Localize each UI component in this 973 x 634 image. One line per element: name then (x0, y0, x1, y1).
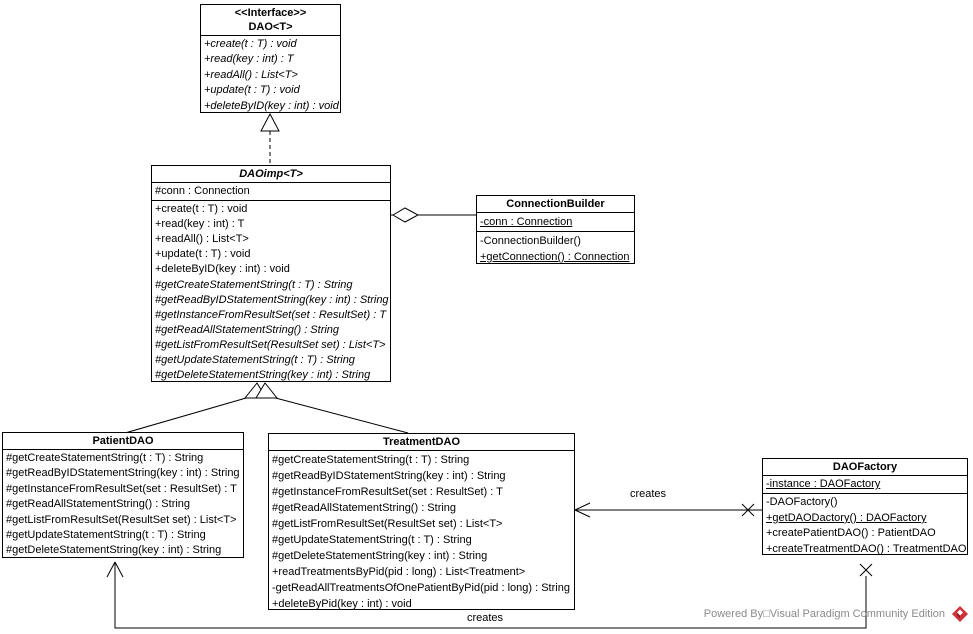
class-box-patientdao[interactable] (2, 432, 244, 558)
realization-daoimp-dao (261, 114, 279, 165)
member-row: #getReadByIDStatementString(key : int) : String (272, 470, 506, 482)
class-title (152, 166, 390, 183)
hollow-triangle-icon (256, 383, 277, 398)
member-row: #getDeleteStatementString(key : int) : String (155, 369, 371, 382)
attributes-compartment (477, 213, 634, 232)
member-row: +read(key : int) : T (155, 218, 245, 231)
class-title (763, 459, 967, 476)
member-row: #getDeleteStatementString(key : int) : String (6, 544, 222, 557)
x-end-icon (742, 504, 754, 516)
x-end-icon (742, 504, 754, 516)
attributes-compartment (152, 183, 390, 201)
class-name: DAO<T> (248, 21, 293, 33)
member-row: +deleteByID(key : int) : void (204, 99, 339, 112)
member-row: +getDAODactory() : DAOFactory (766, 511, 927, 524)
member-row: #getCreateStatementString(t : T) : String (272, 454, 470, 466)
hollow-triangle-icon (245, 383, 266, 398)
member-row: +createTreatmentDAO() : TreatmentDAO (766, 542, 967, 555)
open-arrow-icon (115, 562, 123, 577)
member-row: #getInstanceFromResultSet(set : ResultSet) : T (155, 308, 387, 321)
class-box-dao-interface[interactable] (200, 4, 341, 113)
class-box-connectionbuilder[interactable] (476, 195, 635, 264)
methods-compartment (201, 36, 340, 113)
member-row: +create(t : T) : void (204, 38, 297, 50)
x-end-icon (860, 564, 872, 576)
member-row: #getReadAllStatementString() : String (272, 502, 457, 514)
association-daofactory-treatmentdao (575, 503, 762, 517)
member-row: -DAOFactory() (766, 496, 838, 509)
methods-compartment (3, 450, 243, 558)
member-row: +createPatientDAO() : PatientDAO (766, 527, 936, 540)
member-row: #conn : Connection (155, 185, 250, 197)
class-box-daoimp[interactable] (151, 165, 391, 382)
member-row: #getReadAllStatementString() : String (155, 323, 340, 336)
member-row: #getReadByIDStatementString(key : int) : String (6, 467, 240, 480)
hollow-triangle-icon (261, 114, 279, 131)
member-row: #getUpdateStatementString(t : T) : String (155, 354, 355, 367)
stereotype-label: <<Interface>> (234, 7, 307, 19)
visual-paradigm-logo-icon (951, 605, 969, 623)
member-row: #getInstanceFromResultSet(set : ResultSet) : T (272, 486, 503, 498)
member-row: -getReadAllTreatmentsOfOnePatientByPid(pid : long) : String (272, 582, 570, 594)
generalization-treatmentdao-daoimp (256, 383, 408, 433)
member-row: -instance : DAOFactory (766, 478, 881, 490)
open-arrow-icon (575, 510, 590, 517)
member-row: +update(t : T) : void (204, 84, 300, 97)
methods-compartment (269, 451, 574, 610)
member-row: +deleteByID(key : int) : void (155, 263, 290, 276)
member-row: +read(key : int) : T (204, 53, 294, 66)
open-arrow-icon (575, 503, 590, 510)
class-name: TreatmentDAO (382, 436, 461, 448)
watermark-text: Powered By□Visual Paradigm Community Edition (703, 608, 945, 620)
member-row: #getUpdateStatementString(t : T) : String (272, 534, 472, 546)
member-row: #getListFromResultSet(ResultSet set) : List<T> (155, 338, 386, 351)
class-box-treatmentdao[interactable] (268, 433, 575, 610)
member-row: -ConnectionBuilder() (480, 235, 581, 247)
open-arrow-icon (107, 562, 115, 577)
member-row: +readAll() : List<T> (155, 233, 249, 246)
class-title (477, 196, 634, 213)
member-row: #getReadByIDStatementString(key : int) : String (155, 293, 389, 306)
member-row: #getListFromResultSet(ResultSet set) : List<T> (6, 513, 237, 526)
aggregation-diamond-icon (393, 208, 418, 222)
member-row: #getCreateStatementString(t : T) : String (155, 278, 353, 291)
member-row: +create(t : T) : void (155, 203, 248, 216)
member-row: +update(t : T) : void (155, 248, 251, 261)
member-row: +readAll() : List<T> (204, 68, 298, 81)
member-row: +readTreatmentsByPid(pid : long) : List<Treatment> (272, 566, 526, 578)
member-row: #getReadAllStatementString() : String (6, 498, 191, 511)
edge-label-creates-right: creates (629, 488, 667, 500)
member-row: #getUpdateStatementString(t : T) : String (6, 529, 206, 542)
methods-compartment (763, 494, 967, 555)
member-row: +deleteByPid(key : int) : void (272, 598, 412, 610)
member-row: #getListFromResultSet(ResultSet set) : List<T> (272, 518, 503, 530)
class-title (3, 433, 243, 450)
attributes-compartment (763, 476, 967, 494)
class-name: PatientDAO (92, 435, 154, 447)
class-name: DAOimp<T> (239, 168, 303, 180)
generalization-patientdao-daoimp (125, 383, 266, 433)
class-name: DAOFactory (832, 461, 898, 473)
class-name: ConnectionBuilder (506, 198, 605, 210)
x-end-icon (860, 564, 872, 576)
member-row: #getDeleteStatementString(key : int) : String (272, 550, 488, 562)
member-row: #getInstanceFromResultSet(set : ResultSet) : T (6, 482, 237, 495)
edge-label-creates-bottom: creates (466, 612, 504, 624)
class-box-daofactory[interactable] (762, 458, 968, 555)
methods-compartment (152, 201, 390, 382)
member-row: #getCreateStatementString(t : T) : String (6, 452, 204, 464)
class-title (201, 5, 340, 36)
methods-compartment (477, 232, 634, 264)
member-row: +getConnection() : Connection (480, 251, 630, 263)
aggregation-daoimp-connectionbuilder (391, 208, 476, 222)
class-title (269, 434, 574, 451)
member-row: -conn : Connection (480, 216, 573, 228)
